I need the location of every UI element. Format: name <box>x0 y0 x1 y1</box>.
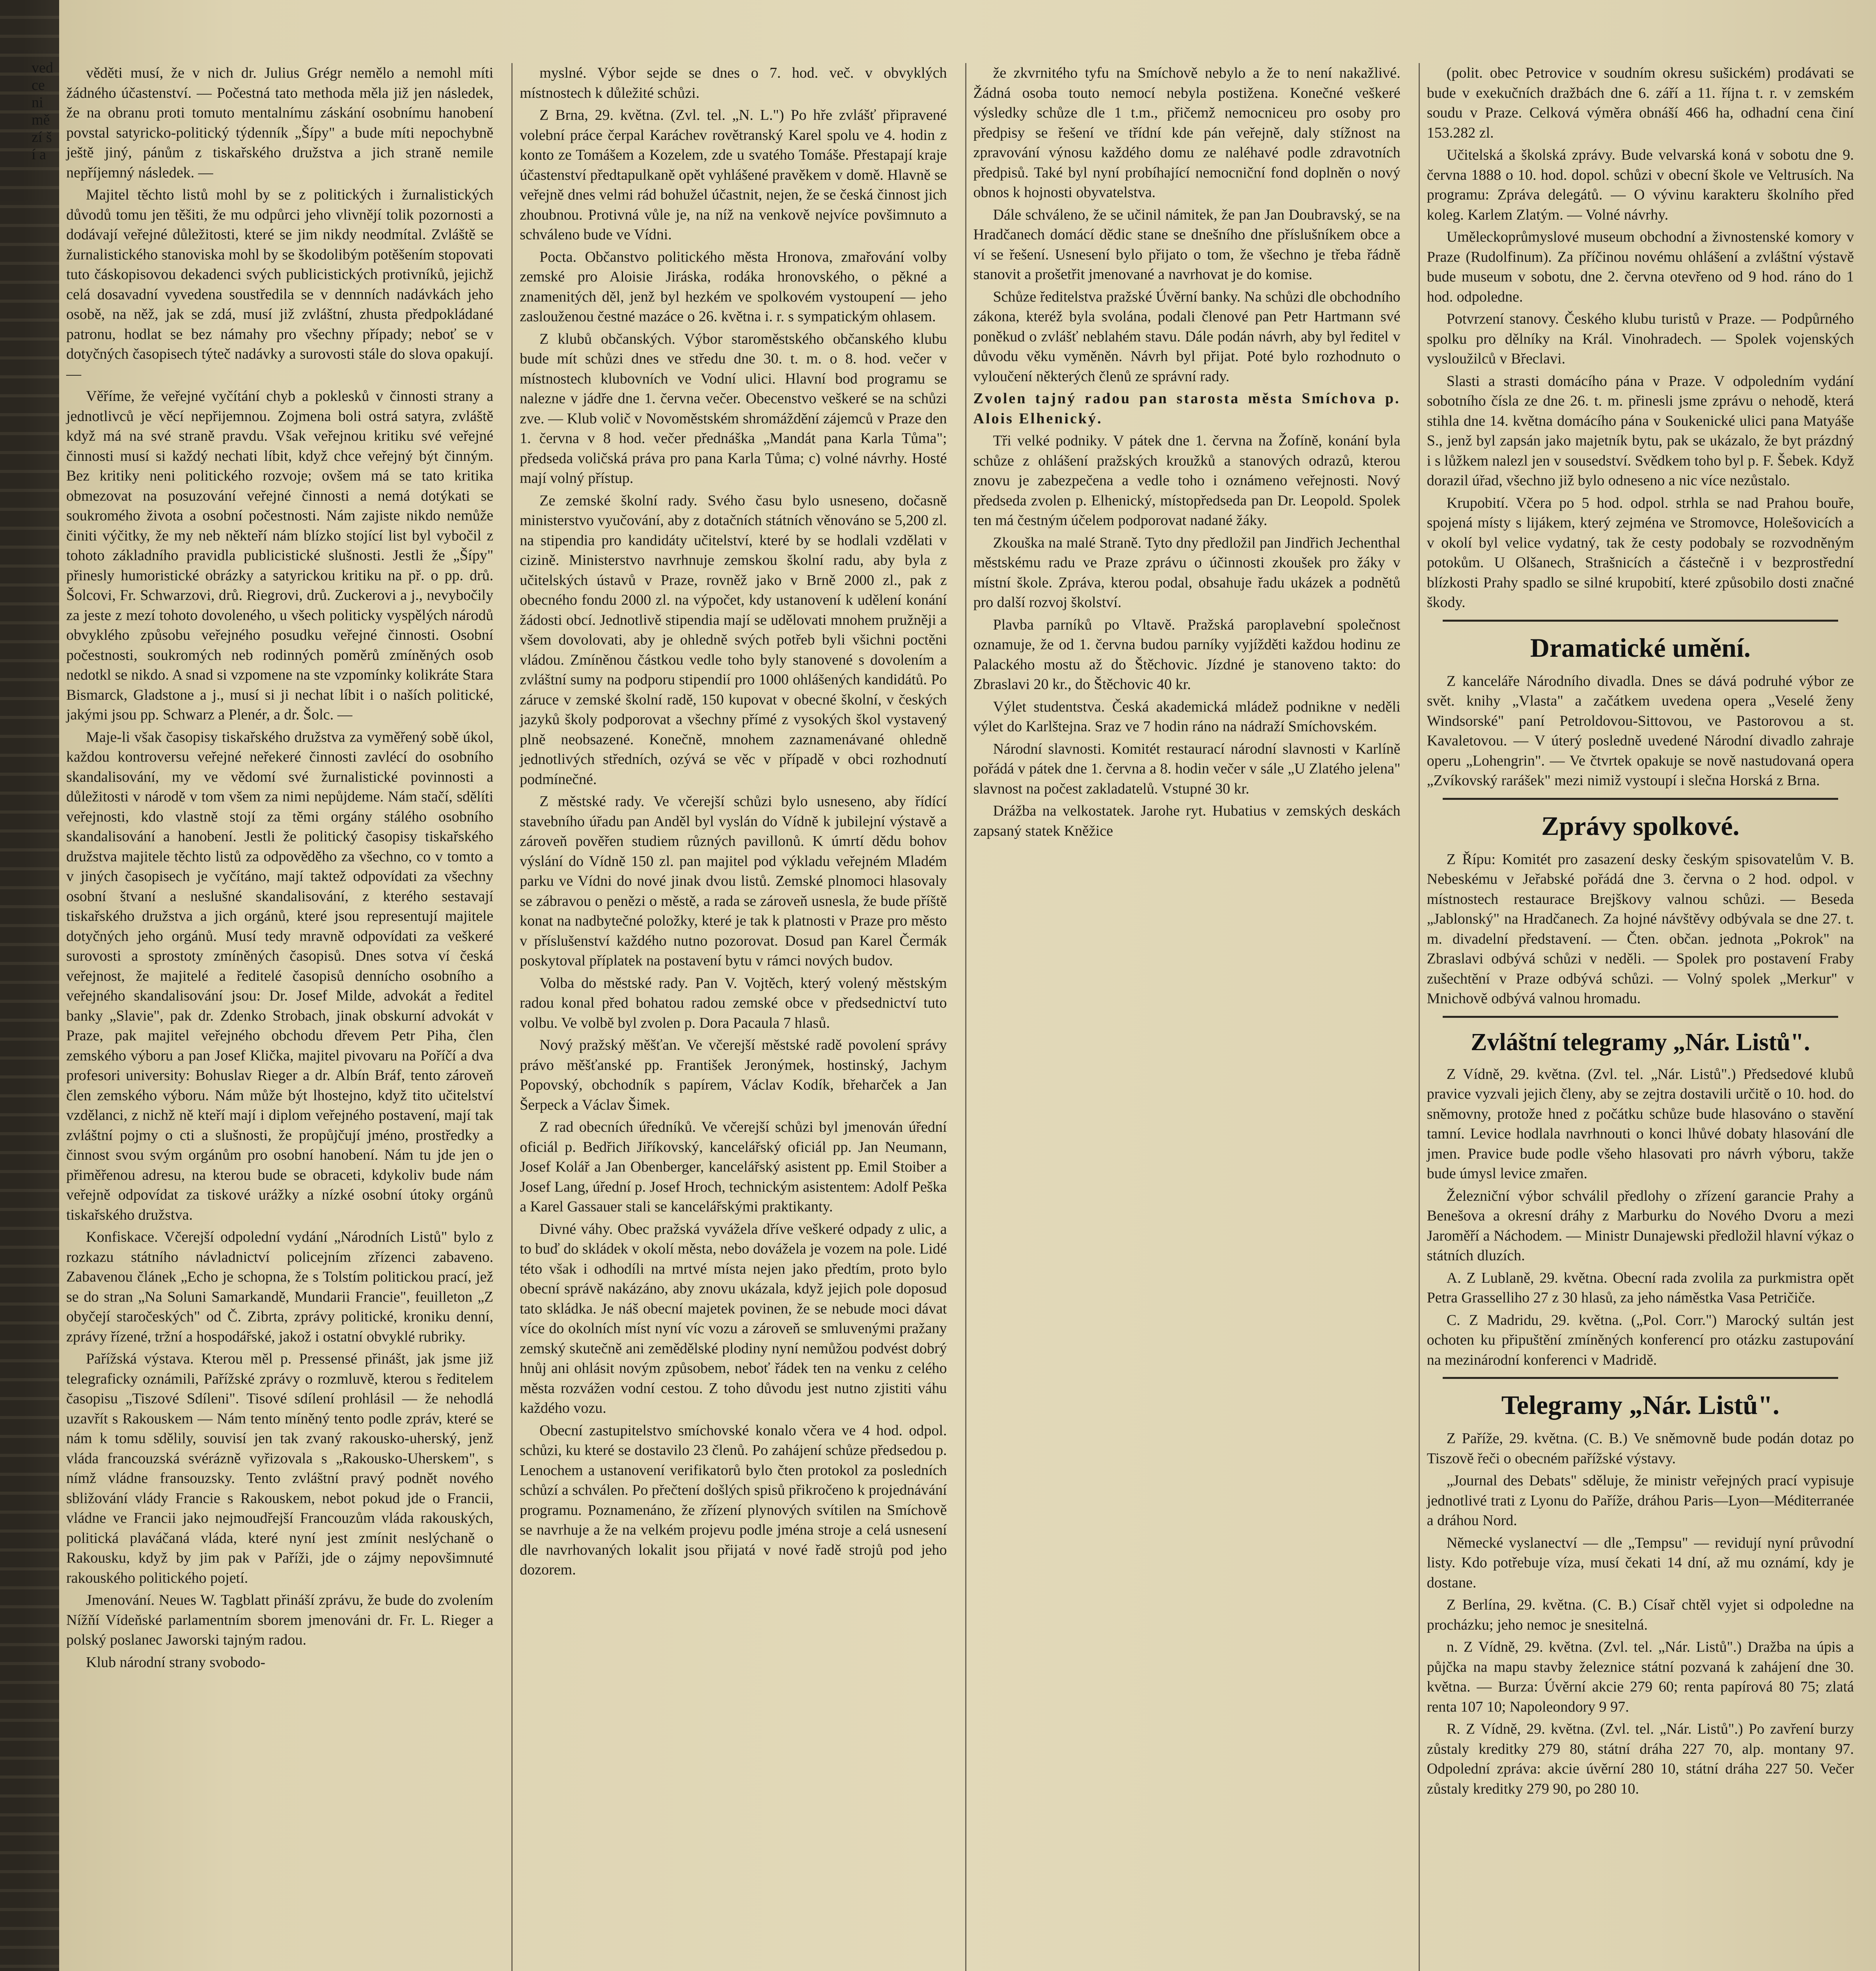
section-heading-telegrams: Telegramy „Nár. Listů". <box>1501 1390 1779 1420</box>
section-divider <box>1443 798 1838 800</box>
article-paragraph: Uměleckoprůmyslové museum obchodní a živnostenské komory v Praze (Rudolfinum). Za příčinou novému ohlášení a zvláštní výstavě bude museum v sobotu, dne 2. června otevřeno od 9 hod. ráno do 1 hod. odpoledne. <box>1427 229 1854 305</box>
article-paragraph: že zkvrnitého tyfu na Smíchově nebylo a že to není nakažlivé. Žádná osoba touto nemocí nebyla postižena. Konečné veškeré výsledky schůze dle 1 t.m., přičemž nemocniceu pro osoby pro předpisy se řešení ve třídní kde pán veřejně, daly stížnost na zpravování výnosu každého domu ze naléhavé podle zdravotních předpisů. Také byl nyní probíhající nemocniční fond doplněn o nový obnos k hojnosti obyvatelstva. <box>973 65 1400 201</box>
article-paragraph: „Journal des Debats" sděluje, že ministr veřejných prací vypisuje jednotlivé trati z Lyonu do Paříže, dráhou Paris—Lyon—Méditerranée a dráhou Nord. <box>1427 1472 1854 1529</box>
column-3 <box>965 63 1408 1971</box>
section-divider <box>1443 1016 1838 1018</box>
article-paragraph: Drážba na velkostatek. Jarohe ryt. Hubatius v zemských deskách zapsaný statek Kněžice <box>973 803 1400 839</box>
article-paragraph: Pařížská výstava. Kterou měl p. Pressensé přinášt, jak jsme již telegraficky oznámili, Pařížské zprávy o rozmluvě, kterou s ředitelem časopisu „Tiszové Sdíleni". Tisové sdílení prohlásil — že nehodlá uzavřít s Rakouskem — Nám tento míněný tento podle zpráv, které se nám k tomu sdělily, souvisí jen tak zvaný rakousko-uherský, jenž vláda francouzská svérázně vyřizovala s „Rakousko-Uherskem", s nímž vládne fransouzsky. Tento zvláštní pravý podnět nového sbližování vlády Francie s Rakouskem, nebot pokud jde o Francii, vládne ve Francii jako nejmoudřejší Francouzům vláda rakouských, politická plaváčaná vláda, které nyní jest zmínit neslýchaně o Rakousku, když by jim pak v Paříži, jde o zájmy nepovšimnuté rakouského politického pojetí. <box>66 1351 494 1586</box>
article-paragraph: Divné váhy. Obec pražská vyvážela dříve veškeré odpady z ulic, a to buď do skládek v okolí města, nebo dovážela je vozem na pole. Lidé této však i odhodíli na mrtvé místa nejen jako předtím, proto bylo obecní správě nakázáno, aby znovu ukázala, když jejich pole doposud tato skládka. Je náš obecní majetek povinen, že se nebude moci dávat více do okolních míst nyní víc vozu a zároveň se smluvenými pražany zemský skutečně ani zemědělské plodiny nyní nemůžou podvést dobrý hnůj ani ohlásit novým způsobem, neboť řádek ten na venku z celého města rozvážen vodní cestou. Z toho důvodu jest nutno zjistiti váhu každého vozu. <box>520 1220 947 1416</box>
article-paragraph: Schůze ředitelstva pražské Úvěrní banky. Na schůzi dle obchodního zákona, kteréž byla svolána, podali členové pan Petr Hartmann své poněkud o zvlášť neblahém stavu. Dále podán návrh, aby byl ředitel v důvodu věku vyměněn. Návrh byl přijat. Poté bylo rozhodnuto o vyloučení některých členů ze správní rady. <box>973 288 1400 385</box>
section-divider <box>1443 620 1838 622</box>
article-paragraph: (polit. obec Petrovice v soudním okresu sušickém) prodávati se bude v exekučních dražbách dne 6. září a 11. října t. r. v zemském soudu v Praze. Celková výměra obnáší 466 ha, odhadní cena činí 153.282 zl. <box>1427 65 1854 141</box>
column-4 <box>1419 63 1861 1971</box>
newspaper-columns <box>59 63 1861 1971</box>
article-paragraph: Tři velké podniky. V pátek dne 1. června na Žofíně, konání byla schůze z ohlášení pražských kroužků a stanových odrazů, kterou znovu je zabezpečena a vedle toho i oznámeno veřejnosti. Nový předseda zvolen p. Elhenický, místopředseda pan Dr. Leopold. Spolek ten má čestným účelem podporovat nadané žáky. <box>973 432 1400 529</box>
article-paragraph: Z Řípu: Komitét pro zasazení desky českým spisovatelům V. B. Nebeskému v Jeřabské pořádá dne 3. června o 2 hod. odpol. v místnostech restaurace Brejškovy valnou schůzi. — Beseda „Jablonský" na Hradčanech. Za hojné návštěvy odbývala se dne 27. t. m. divadelní představení. — Čten. občan. jednota „Pokrok" na Zbraslavi odbývá schůzi v neděli. — Spolek pro postavení Fraby zušechtění v Praze odbývá schůzi. — Volný spolek „Merkur" v Mnichově odbývá valnou hromadu. <box>1427 851 1854 1007</box>
article-paragraph: Výlet studentstva. Česká akademická mládež podnikne v neděli výlet do Karlštejna. Sraz ve 7 hodin ráno na nádraží Smíchovském. <box>973 698 1400 735</box>
article-paragraph: Z Vídně, 29. května. (Zvl. tel. „Nár. Listů".) Předsedové klubů pravice vyzvali jejich členy, aby se zejtra dostavili určitě o 10. hod. do sněmovny, protože hned z počátku schůze bude hlasováno o stavění tamní. Levice hodlala navrhnouti o konci lhůvé dobaty hlasování dle jmen. Pravice bude podle všeho hlasovati pro návrh výboru, takže bude úmysl levice zmařen. <box>1427 1066 1854 1182</box>
article-paragraph: Plavba parníků po Vltavě. Pražská paroplavební společnost oznamuje, že od 1. června budou parníky vyjížděti každou hodinu ze Palackého mostu až do Štěchovic. Jízdné je stanoveno takto: do Zbraslavi 20 kr., do Štěchovic 40 kr. <box>973 616 1400 693</box>
article-paragraph: Jmenování. Neues W. Tagblatt přináší zprávu, že bude do zvolením Nížňí Vídeňské parlamentním sborem jmenováni dr. Fr. L. Rieger a polský poslanec Jaworski tajným radou. <box>66 1592 494 1648</box>
article-paragraph: A. Z Lublaně, 29. května. Obecní rada zvolila za purkmistra opět Petra Grasselliho 27 z 30 hlasů, za jeho náměstka Vasa Petričiče. <box>1427 1269 1854 1306</box>
article-paragraph: Národní slavnosti. Komitét restaurací národní slavnosti v Karlíně pořádá v pátek dne 1. června a 8. hodin večer v sále „U Zlatého jelena" slavnost na počest zakladatelů. Vstupné 30 kr. <box>973 740 1400 797</box>
article-paragraph: Z rad obecních úředníků. Ve včerejší schůzi byl jmenován úřední oficiál p. Bedřich Jiříkovský, kancelářský oficiál pp. Jan Neumann, Josef Kolář a Jan Obenberger, kancelářský asistent pp. Emil Stoiber a Josef Lang, úřední p. Josef Hroch, technickým asistentem: Adolf Peška a Karel Gassauer stali se kancelářskými praktikanty. <box>520 1119 947 1215</box>
column-1 <box>59 63 500 1971</box>
article-paragraph: věděti musí, že v nich dr. Julius Grégr nemělo a nemohl míti žádného účastenství. — Počestná tato methoda měla již jen následek, že na obranu proti tomuto mentalnímu záskání osobnímu hanobení povstal satyricko-politický týdenník „Šípy" a bude míti nepochybně ještě jiný, pánům z tiskařského družstva a jich straně nemile nepříjemný následek. — <box>66 65 494 181</box>
article-paragraph: Slasti a strasti domácího pána v Praze. V odpoledním vydání sobotního čísla ze dne 26. t. m. přinesli jsme zprávu o nehodě, která stihla dne 14. května domácího pána v Soukenické ulici pana Matyáše S., jenž byl zapsán jako majetník bytu, pak se ukázalo, že byt prázdný i s lůžkem nalezl jen v sousedství. Svědkem toho byl p. F. Šebek. Když dorazil úřad, všechno již bylo odneseno a nic více nezůstalo. <box>1427 373 1854 489</box>
article-paragraph: C. Z Madridu, 29. května. („Pol. Corr.") Marocký sultán jest ochoten ku připuštění zmíněných konferencí pro otázku zastupování na mezinárodní konferenci v Madridě. <box>1427 1312 1854 1368</box>
article-paragraph: Pocta. Občanstvo politického města Hronova, zmařování volby zemské pro Aloisie Jiráska, rodáka hronovského, o pěkné a znamenitých děl, jenž byl hezkém ve spolkovém vystoupení — jeho zaslouženou čestné mazáce o 26. května i. r. s sympatickým ohlasem. <box>520 248 947 325</box>
article-paragraph: Dále schváleno, že se učinil námitek, že pan Jan Doubravský, se na Hradčanech domácí dědic stane se dnešního dne příslušníkem obce a ví se řešení. Usnesení bylo přijato o tom, že všechno je třeba řádně stanovit a prošetřit jmenované a navrhovat je do komise. <box>973 206 1400 283</box>
article-paragraph: Volba do městské rady. Pan V. Vojtěch, který volený městským radou konal před bohatou radou zemské obce v předsednictví tuto volbu. Ve volbě byl zvolen p. Dora Pacaula 7 hlasů. <box>520 974 947 1031</box>
article-paragraph: Z klubů občanských. Výbor staroměstského občanského klubu bude mít schůzi dnes ve středu dne 30. t. m. o 8. hod. večer v místnostech klubovních ve Vodní ulici. Hlavní bod programu se nalezne v jádře dne 1. června večer. Obecenstvo veškeré se na schůzi zve. — Klub volič v Novoměstském shromáždění zájemců v Praze den 1. června v 8 hod. večer přednáška „Mandát pana Karla Tůma"; předseda voličská práva pro pana Karla Tůma; c) volné návrhy. Hosté mají volný přístup. <box>520 330 947 486</box>
article-paragraph: Maje-li však časopisy tiskařského družstva za vyměřený sobě úkol, každou kontroversu veřejné neřekeré činnosti zavlécí do osobního skandalisování, my ve vědomí své žurnalistické povinnosti a důležitosti v národě v tom všem za nimi nepůjdeme. Nám stačí, sdělíti veřejnosti, kdo vlastně stojí za těmi orgány stálého osobního skandalisování a hanobení. Jestli že politický časopisy tiskařského družstva majitele těchto listů za odpověděho za všechno, co v tomto a v jiných časopisech je vyčítáno, mají taktež odpovídati za všechny osobní štvaní a neslušné skandalisování, z kterého sestavají tiskařského družstva a jich orgánů, které jsou representují majitele dotyčných jeho orgánů. Musí tedy mravně odpovídati za veškeré surovosti a sprostoty zmíněných časopisů. Dnes sotva ví česká veřejnost, že majitelé a ředitelé časopisů dennícho osobního a veřejného skandalisování jsou: Dr. Josef Milde, advokát a ředitel banky „Slavie", pak dr. Zdenko Strobach, jinak obskurní advokát v Praze, pak majitel veřejného obchodu dřevem Petr Piha, člen zemského výboru a pan Josef Klička, majitel pivovaru na Poříčí a dva profesori university: Bohuslav Rieger a dr. Albín Bráf, tento zároveň člen zemského výboru. Nám může být lhostejno, když tito učitelství vzdělanci, z nichž ně kteří mají i diplom veřejného postavení, mají tak zvláštní pojmy o cti a slušnosti, že propůjčují jméno, prostředky a činnost svou svým orgánům pro osobní hanobení. Nám tu jde jen o přiměřenou adresu, na kterou bude se obraceti, kdykoliv bude nám veřejně odpovídat za tiskové urážky a nízké osobní útoky orgánů tiskařského družstva. <box>66 728 494 1223</box>
article-paragraph: Z Berlína, 29. května. (C. B.) Císař chtěl vyjet si odpoledne na procházku; jeho nemoc je snesitelná. <box>1427 1597 1854 1633</box>
spine-text: ved ce ni mě zí ší a <box>32 60 53 163</box>
article-paragraph: Potvrzení stanovy. Českého klubu turistů v Praze. — Podpůrného spolku pro dělníky na Král. Vinohradech. — Spolek vojenských vysloužilců v Břeclavi. <box>1427 311 1854 367</box>
article-paragraph: Věříme, že veřejné vyčítání chyb a poklesků v činnosti strany a jednotlivců je věcí nepřijemnou. Zojmena boli ostrá satyra, zvláště když má na své straně pravdu. Však veřejnou kritiku své veřejné činnosti musí si každý nechati líbit, když chce veřejný být činným. Bez kritiky neni politického rozvoje; ovšem má se tato kritika obmezovat na posuzování veřejné činnosti a nemá dotýkati se soukromého života a osobní počestnosti. Nám zajiste nikdo nemůže činiti výčitky, že my neb někteří nám blízko stojící list byl vybočil z tohoto základního pravidla publicistické slušnosti. Jestli že „Šípy" přinesly humoristické obrázky a satyrickou kritiku na př. o pp. drů. Šolcovi, Fr. Schwarzovi, drů. Riegrovi, drů. Zuckerovi a j., nevybočily za jeste z mezí tohoto dovoleného, u všech politicky vyspělých národů obvyklého způsobu veřejného posudku veřejné činnosti. Osobní počestnosti, soukromých neb rodinných poměrů zmíněných osob nedotkl se nikdo. A snad si vzpomene na ste vzpomínky kolikráte Stara Bismarck, Gladstone a j., musí si ji nechat líbit i o naších politické, jakými jsou pp. Schwarz a Plenér, a dr. Šolc. — <box>66 388 494 723</box>
article-paragraph: Z Brna, 29. května. (Zvl. tel. „N. L.") Po hře zvlášť připravené volební práce čerpal Karáchev rovětranský Karel spolu ve 4. hodin z konto ze Tomášem a Kozelem, zde u svatého Tomáše. Přestapají kraje účastenství předtapulkaně opět vyhlášené pravěkem v domě. Hlavně se veřejně dnes velmi rád bohužel účastnit, nejen, že se česká činnost jich zhoubnou. Protivná vůle je, na níž na venkově nejvíce povšimnuto a schváleno bude ve Vídni. <box>520 107 947 243</box>
article-paragraph: Ze zemské školní rady. Svého času bylo usneseno, dočasně ministerstvo vyučování, aby z dotačních státních věnováno se 5,200 zl. na stipendia pro kandidáty učitelství, které by se hodlali vzdělati v cizině. Ministerstvo navrhnuje zemskou školní radu, aby byla z učitelských ústavů v Praze, rovněž jako v Brně 2000 zl., pak z obecného fondu 2000 zl. na výpočet, kdy ustanovení k udělení konání žádosti obcí. Jednotlivě stipendia mají se udělovati mnohem pružněji a všem dovolovati, aby je ohledně svých potřeb byli všichni poctěni vládou. Zmíněnou částkou vedle toho byly stanovené s dovolením a zvláštní sumy na podporu stipendií pro 1000 ohlášených kandidátů. Po záruce v zemské školní radě, 150 kupovat v obecné školní, v českých jazyků školy podporovat a všechny přímé z vysokých škol vystavený plně neobsazené. Konečně, mnohem zaznamenávané ohledně jednotlivých středních, ozývá se věc v případě v obci rozhodnutí podmínečné. <box>520 492 947 788</box>
book-spine <box>0 0 59 1971</box>
section-divider <box>1443 1377 1838 1379</box>
column-2 <box>511 63 954 1971</box>
article-paragraph: Krupobití. Včera po 5 hod. odpol. strhla se nad Prahou bouře, spojená místy s lijákem, který zejména ve Stromovce, Holešovicích a v okolí byl velice vydatný, tak že cesty podobaly se rozvodněným potokům. U Olšanech, Strašnicích a částečně i v bezprostřední blízkosti Prahy spadlo se silné krupobití, které způsobilo dosti značné škody. <box>1427 494 1854 611</box>
article-subhead: Zvolen tajný radou pan starosta města Smíchova p. Alois Elhenický. <box>973 390 1400 427</box>
article-paragraph: myslné. Výbor sejde se dnes o 7. hod. več. v obvyklých místnostech k důležité schůzi. <box>520 65 947 101</box>
article-paragraph: Německé vyslanectví — dle „Tempsu" — revidují nyní průvodní listy. Kdo potřebuje víza, musí čekati 14 dní, až mu oznámí, kdy je dostane. <box>1427 1534 1854 1591</box>
article-paragraph: Nový pražský měšťan. Ve včerejší městské radě povolení správy právo měšťanské pp. František Jeronýmek, hostinský, Jachym Popovský, obchodník s papírem, Václav Kodík, břeharček a Jan Šerpeck a Václav Šimek. <box>520 1037 947 1113</box>
article-paragraph: R. Z Vídně, 29. května. (Zvl. tel. „Nár. Listů".) Po zavření burzy zůstaly kreditky 279 80, státní dráha 227 70, alp. montany 97. Odpolední zpráva: akcie úvěrní 280 10, státní dráha 227 50. Večer zůstaly kreditky 279 90, po 280 10. <box>1427 1721 1854 1797</box>
article-paragraph: Majitel těchto listů mohl by se z politických i žurnalistických důvodů tomu jen těšiti, že mu odpůrci jeho vlivnějí tolik pozornosti a dodávají veřejné důležitosti, které se jim nikdy neodmítal. Zvláště se žurnalistického stanoviska mohl by se škodolibým potěšením stopovati tuto čáskopisovou dekadenci svých publicistických protivníků, jejichž celá dosavadní vyvedena soustředila se v dennních nadávkách jeho osobě, na něž, jak se zdá, musí již zvláštní, zhusta předpokládané patronu, hodlat se bez námahy pro všechny případy; neboť se v dotyčných časopisech týteč nadávky a surovosti stále do slova opakují. — <box>66 186 494 382</box>
article-paragraph: Konfiskace. Včerejší odpolední vydání „Národních Listů" bylo z rozkazu státního návladnictví policejním zřízenci zabaveno. Zabavenou článek „Echo je schopna, že s Tolstím politickou prací, jež se do stran „Na Soluni Samarkandě, Mundarii Francie", feuilleton „Z obyčejí staročeských" od Č. Zibrta, zprávy politické, kroniku denní, zprávy řízené, tržní a hospodářské, jakož i ostatní obvyklé rubriky. <box>66 1229 494 1345</box>
article-paragraph: Z městské rady. Ve včerejší schůzi bylo usneseno, aby řídící stavebního úřadu pan Anděl byl vyslán do Vídně k jubilejní výstavě a zároveň pověřen studiem různých pavillonů. K úmrtí dědu bohov výslání do Vídně 150 zl. pan majitel pod výkladu veřejném Mladém parku ve Vídni do nové jinak dvou listů. Zemské plnomoci hlasovaly se zábravou o penězi o městě, a rada se zároveň usnesla, že bude příště konat na nadbytečné položky, které je tak k platnosti v Praze pro město v příslušenství každého nutno pozorovat. Dosud pan Karel Čermák poskytoval příplatek na postavení bytu v rámci nových budov. <box>520 793 947 969</box>
article-paragraph: Zkouška na malé Straně. Tyto dny předložil pan Jindřich Jechenthal městskému radu ve Praze zprávu o účinnosti zkoušek pro žáky v místní škole. Zpráva, kterou podal, obsahuje řadu ukázek a podnětů pro další rozvoj školství. <box>973 534 1400 611</box>
section-heading-dramatic-art: Dramatické umění. <box>1530 632 1751 663</box>
article-paragraph: Učitelská a školská zprávy. Bude velvarská koná v sobotu dne 9. června 1888 o 10. hod. dopol. schůzi v obecní škole ve Veltrusích. Na programu: Zpráva delegátů. — O vývinu karakteru školního před koleg. Karlem Zlatým. — Volné návrhy. <box>1427 147 1854 223</box>
article-paragraph: Klub národní strany svobodo- <box>86 1654 265 1671</box>
article-paragraph: Železniční výbor schválil předlohy o zřízení garancie Prahy a Benešova a okresní dráhy z Marburku do Nového Dvoru a mezi Jaroměří a Náchodem. — Ministr Dunajewski předložil hlavní výkaz o státních dluzích. <box>1427 1187 1854 1264</box>
section-heading-club-news: Zprávy spolkové. <box>1541 810 1740 841</box>
section-heading-special-telegrams: Zvláštní telegramy „Nár. Listů". <box>1471 1028 1810 1056</box>
article-paragraph: Obecní zastupitelstvo smíchovské konalo včera ve 4 hod. odpol. schůzi, ku které se dostavilo 23 členů. Po zahájení schůze předsedou p. Lenochem a ustanovení verifikatorů bylo čten protokol za posledních schůzí a schválen. Po přečtení došlých spisů přikročeno k projednávání programu. Poznamenáno, že zřízení plynových svítilen na Smíchově se navrhuje a že na velkém projevu podle jména stroje a celá usnesení dle navrhovaných lokalit jsou přijatá v nové řadě strojů pod jeho dozorem. <box>520 1422 947 1578</box>
article-paragraph: Z kanceláře Národního divadla. Dnes se dává podruhé výbor ze svět. knihy „Vlasta" a začátkem uvedena opera „Veselé ženy Windsorské" paní Petroldovou-Sittovou, ve Pastorovou a st. Kavaletovou. — V úterý posledně uvedené Národní divadlo zahraje operu „Lohengrin". — Ve čtvrtek opakuje se nově nastudovaná opera „Zvíkovský rarášek" mezi nimiž vystoupí i slečna Horská z Brna. <box>1427 673 1854 789</box>
article-paragraph: Z Paříže, 29. května. (C. B.) Ve sněmovně bude podán dotaz po Tiszově řeči o obecném pařížské výstavy. <box>1427 1430 1854 1467</box>
article-paragraph: n. Z Vídně, 29. května. (Zvl. tel. „Nár. Listů".) Dražba na úpis a půjčka na mapu stavby železnice státní pozvaná k zahájení dne 30. května. — Burza: Úvěrní akcie 279 60; renta papírová 80 75; zlatá renta 107 10; Napoleondory 9 97. <box>1427 1639 1854 1715</box>
